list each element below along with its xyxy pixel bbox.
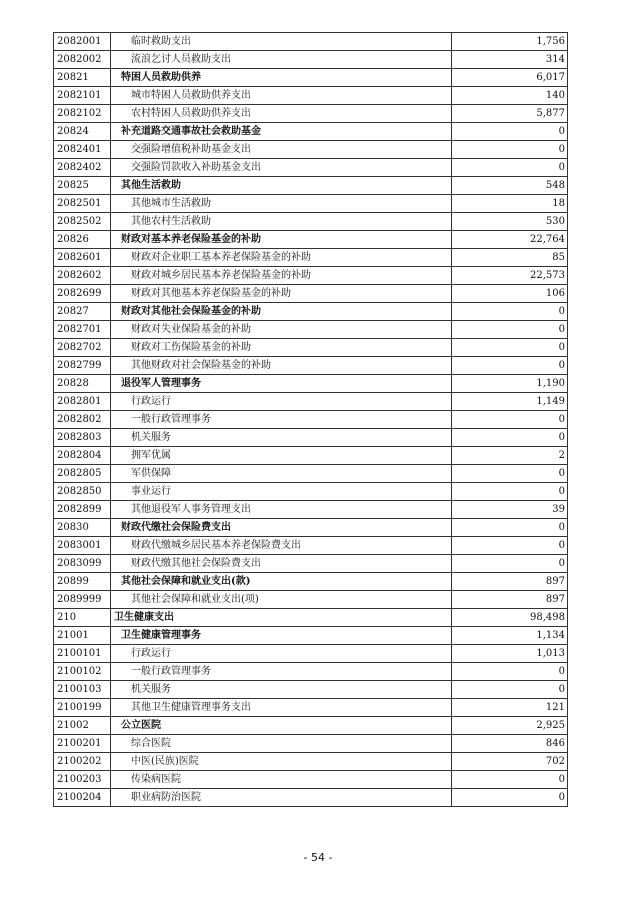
- code-cell: 2082805: [54, 465, 111, 483]
- amount-cell: 897: [452, 573, 568, 591]
- name-cell: 流浪乞讨人员救助支出: [111, 51, 452, 69]
- name-cell: 财政代缴城乡居民基本养老保险费支出: [111, 537, 452, 555]
- table-row: [54, 753, 568, 771]
- budget-table-body: [54, 33, 568, 807]
- name-cell: 临时救助支出: [111, 33, 452, 51]
- name-cell: 财政对失业保险基金的补助: [111, 321, 452, 339]
- table-row: [54, 159, 568, 177]
- name-cell: 军供保障: [111, 465, 452, 483]
- amount-cell: 0: [452, 663, 568, 681]
- amount-cell: 0: [452, 141, 568, 159]
- code-cell: 2082699: [54, 285, 111, 303]
- amount-cell: 98,498: [452, 609, 568, 627]
- table-row: [54, 573, 568, 591]
- table-row: [54, 375, 568, 393]
- code-cell: 2082101: [54, 87, 111, 105]
- amount-cell: 530: [452, 213, 568, 231]
- table-row: [54, 447, 568, 465]
- code-cell: 2100204: [54, 789, 111, 807]
- code-cell: 2100203: [54, 771, 111, 789]
- name-cell: 一般行政管理事务: [111, 411, 452, 429]
- table-row: [54, 321, 568, 339]
- table-row: [54, 87, 568, 105]
- code-cell: 20827: [54, 303, 111, 321]
- name-cell: 财政对基本养老保险基金的补助: [111, 231, 452, 249]
- amount-cell: 1,756: [452, 33, 568, 51]
- code-cell: 20899: [54, 573, 111, 591]
- name-cell: 农村特困人员救助供养支出: [111, 105, 452, 123]
- table-row: [54, 537, 568, 555]
- code-cell: 2082102: [54, 105, 111, 123]
- amount-cell: 897: [452, 591, 568, 609]
- amount-cell: 1,149: [452, 393, 568, 411]
- code-cell: 2083099: [54, 555, 111, 573]
- amount-cell: 0: [452, 321, 568, 339]
- amount-cell: 1,013: [452, 645, 568, 663]
- amount-cell: 0: [452, 123, 568, 141]
- name-cell: 补充道路交通事故社会救助基金: [111, 123, 452, 141]
- table-row: [54, 411, 568, 429]
- name-cell: 公立医院: [111, 717, 452, 735]
- name-cell: 中医(民族)医院: [111, 753, 452, 771]
- code-cell: 2082804: [54, 447, 111, 465]
- code-cell: 2089999: [54, 591, 111, 609]
- code-cell: 2100201: [54, 735, 111, 753]
- table-row: [54, 591, 568, 609]
- table-row: [54, 627, 568, 645]
- code-cell: 2082803: [54, 429, 111, 447]
- amount-cell: 106: [452, 285, 568, 303]
- amount-cell: 0: [452, 789, 568, 807]
- table-row: [54, 213, 568, 231]
- amount-cell: 0: [452, 429, 568, 447]
- name-cell: 特困人员救助供养: [111, 69, 452, 87]
- code-cell: 2100103: [54, 681, 111, 699]
- code-cell: 2082002: [54, 51, 111, 69]
- table-row: [54, 249, 568, 267]
- name-cell: 交强险增值税补助基金支出: [111, 141, 452, 159]
- amount-cell: 39: [452, 501, 568, 519]
- code-cell: 2082899: [54, 501, 111, 519]
- table-row: [54, 285, 568, 303]
- table-row: [54, 357, 568, 375]
- name-cell: 传染病医院: [111, 771, 452, 789]
- code-cell: 2100202: [54, 753, 111, 771]
- code-cell: 21001: [54, 627, 111, 645]
- code-cell: 2082701: [54, 321, 111, 339]
- table-row: [54, 429, 568, 447]
- name-cell: 财政代缴社会保险费支出: [111, 519, 452, 537]
- code-cell: 2082401: [54, 141, 111, 159]
- name-cell: 其他社会保障和就业支出(项): [111, 591, 452, 609]
- name-cell: 财政对其他社会保险基金的补助: [111, 303, 452, 321]
- amount-cell: 0: [452, 483, 568, 501]
- amount-cell: 1,134: [452, 627, 568, 645]
- name-cell: 事业运行: [111, 483, 452, 501]
- name-cell: 交强险罚款收入补助基金支出: [111, 159, 452, 177]
- amount-cell: 85: [452, 249, 568, 267]
- name-cell: 一般行政管理事务: [111, 663, 452, 681]
- table-row: [54, 267, 568, 285]
- amount-cell: 121: [452, 699, 568, 717]
- table-row: [54, 465, 568, 483]
- name-cell: 职业病防治医院: [111, 789, 452, 807]
- amount-cell: 702: [452, 753, 568, 771]
- amount-cell: 22,764: [452, 231, 568, 249]
- code-cell: 2082702: [54, 339, 111, 357]
- code-cell: 2082402: [54, 159, 111, 177]
- amount-cell: 0: [452, 411, 568, 429]
- amount-cell: 0: [452, 519, 568, 537]
- amount-cell: 548: [452, 177, 568, 195]
- name-cell: 其他退役军人事务管理支出: [111, 501, 452, 519]
- name-cell: 行政运行: [111, 393, 452, 411]
- amount-cell: 0: [452, 159, 568, 177]
- code-cell: 2082801: [54, 393, 111, 411]
- code-cell: 20824: [54, 123, 111, 141]
- table-row: [54, 141, 568, 159]
- table-row: [54, 51, 568, 69]
- amount-cell: 0: [452, 771, 568, 789]
- name-cell: 机关服务: [111, 429, 452, 447]
- amount-cell: 0: [452, 555, 568, 573]
- table-row: [54, 645, 568, 663]
- name-cell: 其他卫生健康管理事务支出: [111, 699, 452, 717]
- amount-cell: 0: [452, 537, 568, 555]
- table-row: [54, 195, 568, 213]
- amount-cell: 18: [452, 195, 568, 213]
- name-cell: 城市特困人员救助供养支出: [111, 87, 452, 105]
- table-row: [54, 771, 568, 789]
- table-row: [54, 681, 568, 699]
- amount-cell: 140: [452, 87, 568, 105]
- name-cell: 其他生活救助: [111, 177, 452, 195]
- amount-cell: 0: [452, 465, 568, 483]
- code-cell: 2082001: [54, 33, 111, 51]
- code-cell: 2082802: [54, 411, 111, 429]
- name-cell: 其他城市生活救助: [111, 195, 452, 213]
- table-row: [54, 69, 568, 87]
- name-cell: 卫生健康支出: [111, 609, 452, 627]
- amount-cell: 6,017: [452, 69, 568, 87]
- name-cell: 财政对工伤保险基金的补助: [111, 339, 452, 357]
- amount-cell: 5,877: [452, 105, 568, 123]
- table-row: [54, 393, 568, 411]
- name-cell: 财政对企业职工基本养老保险基金的补助: [111, 249, 452, 267]
- table-row: [54, 663, 568, 681]
- amount-cell: 2: [452, 447, 568, 465]
- table-row: [54, 33, 568, 51]
- code-cell: 2100199: [54, 699, 111, 717]
- table-row: [54, 555, 568, 573]
- name-cell: 财政对城乡居民基本养老保险基金的补助: [111, 267, 452, 285]
- name-cell: 其他财政对社会保险基金的补助: [111, 357, 452, 375]
- table-row: [54, 231, 568, 249]
- amount-cell: 1,190: [452, 375, 568, 393]
- table-row: [54, 735, 568, 753]
- amount-cell: 2,925: [452, 717, 568, 735]
- table-row: [54, 717, 568, 735]
- code-cell: 2082502: [54, 213, 111, 231]
- amount-cell: 22,573: [452, 267, 568, 285]
- name-cell: 财政对其他基本养老保险基金的补助: [111, 285, 452, 303]
- code-cell: 2083001: [54, 537, 111, 555]
- amount-cell: 314: [452, 51, 568, 69]
- code-cell: 20825: [54, 177, 111, 195]
- code-cell: 20821: [54, 69, 111, 87]
- name-cell: 综合医院: [111, 735, 452, 753]
- code-cell: 2082501: [54, 195, 111, 213]
- amount-cell: 846: [452, 735, 568, 753]
- code-cell: 21002: [54, 717, 111, 735]
- table-row: [54, 519, 568, 537]
- code-cell: 2082799: [54, 357, 111, 375]
- name-cell: 财政代缴其他社会保险费支出: [111, 555, 452, 573]
- code-cell: 2082602: [54, 267, 111, 285]
- name-cell: 其他农村生活救助: [111, 213, 452, 231]
- table-row: [54, 123, 568, 141]
- name-cell: 其他社会保障和就业支出(款): [111, 573, 452, 591]
- table-row: [54, 609, 568, 627]
- table-row: [54, 105, 568, 123]
- table-row: [54, 483, 568, 501]
- amount-cell: 0: [452, 303, 568, 321]
- name-cell: 卫生健康管理事务: [111, 627, 452, 645]
- table-row: [54, 501, 568, 519]
- code-cell: 2082601: [54, 249, 111, 267]
- code-cell: 2082850: [54, 483, 111, 501]
- name-cell: 拥军优属: [111, 447, 452, 465]
- page-number: - 54 -: [303, 851, 333, 864]
- code-cell: 20828: [54, 375, 111, 393]
- table-row: [54, 339, 568, 357]
- budget-table: [53, 32, 568, 807]
- code-cell: 2100101: [54, 645, 111, 663]
- table-row: [54, 303, 568, 321]
- name-cell: 机关服务: [111, 681, 452, 699]
- code-cell: 2100102: [54, 663, 111, 681]
- amount-cell: 0: [452, 339, 568, 357]
- code-cell: 20830: [54, 519, 111, 537]
- name-cell: 退役军人管理事务: [111, 375, 452, 393]
- amount-cell: 0: [452, 681, 568, 699]
- name-cell: 行政运行: [111, 645, 452, 663]
- code-cell: 210: [54, 609, 111, 627]
- amount-cell: 0: [452, 357, 568, 375]
- table-row: [54, 789, 568, 807]
- table-row: [54, 699, 568, 717]
- code-cell: 20826: [54, 231, 111, 249]
- table-row: [54, 177, 568, 195]
